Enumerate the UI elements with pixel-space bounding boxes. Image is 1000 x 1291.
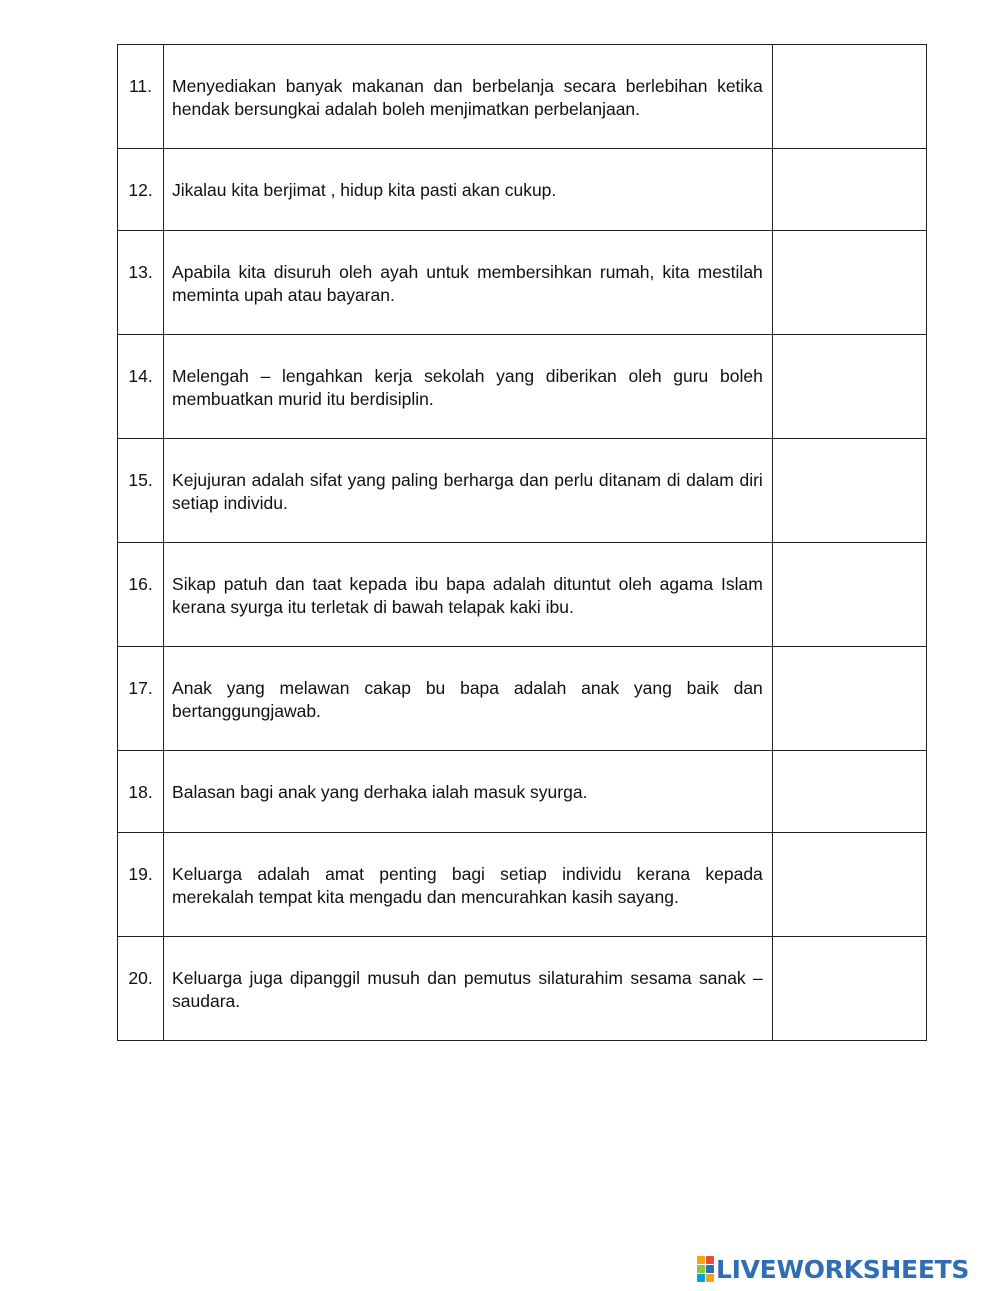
question-statement: Balasan bagi anak yang derhaka ialah masuk syurga. — [164, 751, 773, 833]
answer-input[interactable] — [773, 233, 926, 253]
liveworksheets-brand — [697, 1254, 969, 1284]
answer-input[interactable] — [773, 939, 926, 959]
answer-input[interactable] — [773, 545, 926, 565]
logo-block — [697, 1274, 705, 1282]
answer-cell[interactable] — [772, 45, 926, 149]
answer-input[interactable] — [773, 649, 926, 669]
question-statement: Sikap patuh dan taat kepada ibu bapa adalah dituntut oleh agama Islam kerana syurga itu terletak di bawah telapak kaki ibu. — [164, 543, 773, 647]
answer-cell[interactable] — [772, 439, 926, 543]
question-number: 20. — [118, 937, 164, 1041]
worksheet-table — [117, 44, 927, 1041]
question-number: 14. — [118, 335, 164, 439]
answer-input[interactable] — [773, 337, 926, 357]
question-number: 15. — [118, 439, 164, 543]
answer-cell[interactable] — [772, 231, 926, 335]
table-row — [118, 751, 927, 833]
table-row — [118, 647, 927, 751]
answer-cell[interactable] — [772, 937, 926, 1041]
table-row — [118, 543, 927, 647]
question-statement: Apabila kita disuruh oleh ayah untuk membersihkan rumah, kita mestilah meminta upah atau bayaran. — [164, 231, 773, 335]
question-number: 16. — [118, 543, 164, 647]
question-statement: Anak yang melawan cakap bu bapa adalah anak yang baik dan bertanggungjawab. — [164, 647, 773, 751]
question-statement: Keluarga juga dipanggil musuh dan pemutus silaturahim sesama sanak – saudara. — [164, 937, 773, 1041]
question-statement: Kejujuran adalah sifat yang paling berharga dan perlu ditanam di dalam diri setiap individu. — [164, 439, 773, 543]
question-number: 19. — [118, 833, 164, 937]
answer-cell[interactable] — [772, 335, 926, 439]
table-row — [118, 231, 927, 335]
logo-block — [697, 1256, 705, 1264]
liveworksheets-logo-icon — [697, 1256, 714, 1282]
table-row — [118, 335, 927, 439]
question-statement: Menyediakan banyak makanan dan berbelanja secara berlebihan ketika hendak bersungkai adalah boleh menjimatkan perbelanjaan. — [164, 45, 773, 149]
logo-block — [706, 1274, 714, 1282]
brand-text: LIVEWORKSHEETS — [716, 1254, 970, 1284]
worksheet-rows — [118, 45, 927, 1041]
answer-cell[interactable] — [772, 647, 926, 751]
answer-cell[interactable] — [772, 833, 926, 937]
question-statement: Keluarga adalah amat penting bagi setiap individu kerana kepada merekalah tempat kita mengadu dan mencurahkan kasih sayang. — [164, 833, 773, 937]
answer-cell[interactable] — [772, 751, 926, 833]
answer-cell[interactable] — [772, 149, 926, 231]
answer-input[interactable] — [773, 47, 926, 67]
answer-cell[interactable] — [772, 543, 926, 647]
table-row — [118, 937, 927, 1041]
question-number: 12. — [118, 149, 164, 231]
table-row — [118, 833, 927, 937]
answer-input[interactable] — [773, 835, 926, 855]
logo-block — [697, 1265, 705, 1273]
question-statement: Melengah – lengahkan kerja sekolah yang diberikan oleh guru boleh membuatkan murid itu berdisiplin. — [164, 335, 773, 439]
table-row — [118, 149, 927, 231]
question-statement: Jikalau kita berjimat , hidup kita pasti akan cukup. — [164, 149, 773, 231]
logo-block — [706, 1256, 714, 1264]
question-number: 17. — [118, 647, 164, 751]
question-number: 13. — [118, 231, 164, 335]
answer-input[interactable] — [773, 151, 926, 171]
answer-input[interactable] — [773, 441, 926, 461]
logo-block — [706, 1265, 714, 1273]
answer-input[interactable] — [773, 753, 926, 773]
table-row — [118, 45, 927, 149]
table-row — [118, 439, 927, 543]
question-number: 11. — [118, 45, 164, 149]
question-number: 18. — [118, 751, 164, 833]
